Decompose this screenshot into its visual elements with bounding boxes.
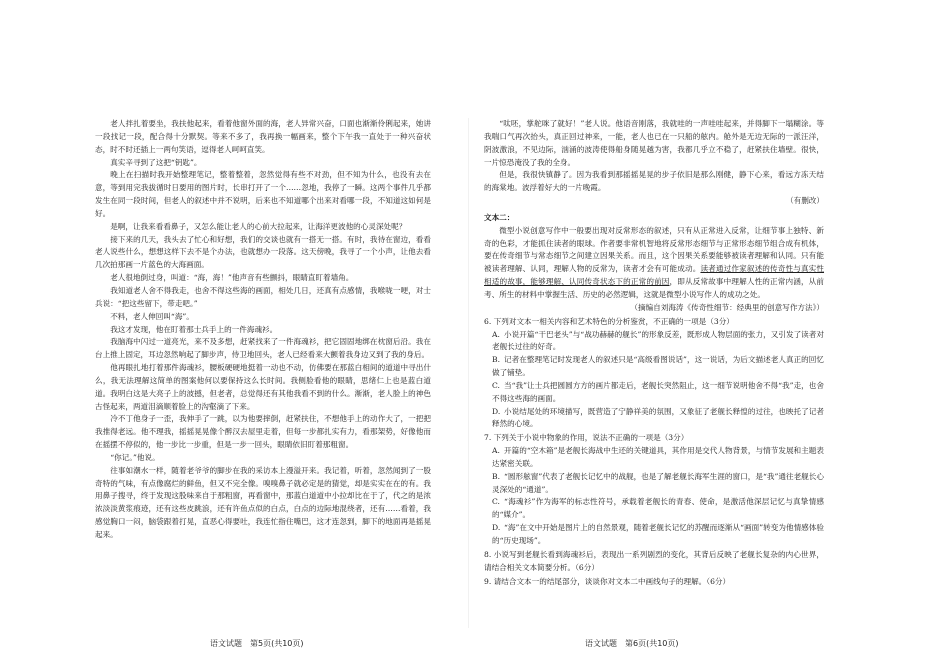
right-page xyxy=(484,118,824,588)
option-text: “圆形舷窗”代表了老舰长记忆中的战舰，也是了解老舰长海军生涯的窗口，是“我”通往老舰长心灵深处的“通道”。 xyxy=(492,471,824,494)
text1-paragraph-1: 老人拌扎着要坐，我扶他起来，看着他窗外面的海，老人异常兴奋，口面也渐渐伶俐起来，她讲一段找记一段，配合得十分默契。等来不多了，我再换一幅画来，整个下午我一直处于一种兴奋状态，时不时还插上一两句笑语，逗得老人呵呵直笑。 xyxy=(95,119,431,154)
option-label: B. xyxy=(492,471,500,481)
option-text: 记者在整理笔记时发现老人的叙述只是“高级看图说话”，这一说话，为后文描述老人真正的回忆做了铺垫。 xyxy=(492,355,824,378)
text1-paragraph-9: 我这才发现，他在盯着那士兵手上的一件海魂衫。 xyxy=(110,324,278,334)
question-6-stem: 6. 下列对文本一相关内容和艺术特色的分析鉴赏，不正确的一项是（3分） xyxy=(484,316,734,326)
attribution: （有删改） xyxy=(786,196,824,206)
text1-paragraph-15: “呔呸，掌舵咪了就好！”老人说。他语音刚落，我就哇的一声哇哇起来，并得脚下一塌糊涂。等我喘口气再次抬头，真正回过神来，一能，老人也已在一只船的舷内。舱外是无边无际的一派汪洋，阴波激浪，不见边际，汹涌的波涛使得船身随晃越为害，我都几乎立不稳了，赶紧扶住墙壁。很快，一片惊恐淹没了我的全身。 xyxy=(484,119,824,167)
question-6-option-b xyxy=(484,354,824,380)
question-6-option-a xyxy=(484,329,824,355)
right-page-footer: 语文试题 第6页(共10页) xyxy=(585,639,679,648)
question-7-option-d xyxy=(484,522,824,548)
option-text: 小说结尾处的环境描写，既营造了宁静祥美的氛围，又象征了老舰长释惶的过往，也映托了记者释然的心境。 xyxy=(492,406,824,429)
text1-paragraph-13: “你记。”他说。 xyxy=(110,452,160,462)
question-7-option-b xyxy=(484,471,824,497)
option-label: D. xyxy=(492,523,501,533)
option-label: C. xyxy=(492,497,500,507)
text2-text-after: ，即从反常故事中理解人性的正常内涵，从前考、所生的材料中掌握生活、历史的必然逻辑，这就是微型小说写作人的成功之处。 xyxy=(484,277,824,299)
option-text: 开篇的“空木箱”是老舰长海战中生还的关键道具，其作用是交代人物背景，与情节发展和主题表达紧密关联。 xyxy=(492,446,824,468)
option-label: A. xyxy=(492,329,500,339)
option-label: C. xyxy=(492,380,500,390)
question-7-stem: 7. 下列关于小说中物象的作用，说法不正确的一项是（3分） xyxy=(484,433,689,443)
option-text: 小说开篇“干巴老头”与“战功赫赫的舰长”的形象反差，既形成人物层面的张力，又引发了读者对老舰长过往的好奇。 xyxy=(492,329,824,352)
question-6-option-c xyxy=(484,380,824,406)
text2-source: （摘编自刘海涛《传奇性细节：经典里的创意写作方法》） xyxy=(630,302,824,312)
question-7-option-c xyxy=(484,496,824,522)
text2-paragraph xyxy=(484,225,824,302)
question-6-option-d xyxy=(484,406,824,432)
text2-text-before: 微型小说创意写作中一般要出现对反常形态的叙述，只有从正常进入反常，让细节事上独特、新奇的色彩，才能抓住读者的眼球。作者要非常机智地将反常形态细节与正常形态细节组合成有机体，要在传奇细节与常态细节之间建立因果关系。而且，这个因果关系要能够被读者理解和认同。只有能被读者理解、认同，理解人物的反常为，读者才会有可能成动。 xyxy=(484,225,824,274)
text2-underlined-sentence: 读者通过作家叙述的传奇性与真实性相适的故事，能够理解、认同传奇状态下的正常的前因 xyxy=(484,264,825,287)
text1-paragraph-16: 但是，我很快镇静了。因为我看到那摇摇晃晃的步子依旧是那么刚健，静下心来，看远方冻天结的海棠地。波浮着好大的一片晚霞。 xyxy=(484,170,824,193)
text1-paragraph-11: 他再眼扎地打着那件海魂衫，腰板硬硬地挺着一动也不动，仿佛要在那蓝白相间的道道中寻出什么，我无法理解这简单的图案他何以要保持这么长时间。我侧脸看他的眼睛，思绪仁上也是蓝白道道。我明白这是大亮子上的波撼，但老者，总觉得还有其他我看不到的什么。渐渐，老人脸上的神色古怪起来，两道泪滴顺着脸上的沟壑滴了下来。 xyxy=(95,363,431,411)
option-text: 当“我”让士兵把圆圆方方的画片都走后，老舰长突然阻止，这一细节说明他舍不得“我”走，也舍不得这些海的画面。 xyxy=(492,380,824,403)
text1-paragraph-8: 不料，老人伸回叫“海”。 xyxy=(110,311,194,321)
option-label: A. xyxy=(492,446,500,456)
option-text: “海魂衫”作为海军的标志性符号，承载着老舰长的青春、使命，是激活他深层记忆与真挚情感的“媒介”。 xyxy=(492,497,824,520)
text1-paragraph-4: 是啊，让我来看看鼻子，又怎么能让老人的心前大拉起来，让海洋更波他的心灵深处呢？ xyxy=(110,221,407,231)
page-gutter xyxy=(468,118,469,628)
question-7-option-a xyxy=(484,445,824,471)
text1-paragraph-2: 真实辛寻到了这把“钥匙”。 xyxy=(110,157,202,167)
left-page xyxy=(95,118,431,542)
text1-paragraph-14: 往事如潮水一样，随着老爷爷的脚步在我的采访本上漫溢开来。我记着，听着，忽然闻到了一股奇特的气味，有点像腐烂的鲜鱼，但又不完全像。嗅嗅鼻子就必定是的猜觉，却是实实在在的有。我用鼻子搜寻，终于发现这股味来自于那粗窗，再看窗中，那蓝白道道中小拉却比在于了，代之的是浓浓淡淡黄浆痕迹，还有这些皮跳浪，还有许鱼点似的白点，白点的边际地混绕者，还有……看着，我感觉胸口一闷，脑袋跟着打晃，直恶心得要吐，我连忙指住嘴巴，这才连忽到，脚下的地面再是摇晃起来。 xyxy=(95,465,431,539)
text1-paragraph-12: 冷不丁他身子一歪，我伸手了一跳，以为他要摔倒，赶紧扶住，不想他手上的动作大了，一把把我推得老远。他不理我，摇摇晃晃像个醉汉去屋里走着，但每一步都扎实有力，看那架势，好像他而在摇摆不停似的，他一步比一步重，但是一步一回头，眼睛依旧盯着那粗窗。 xyxy=(95,414,431,450)
option-label: B. xyxy=(492,355,500,365)
text1-paragraph-10: 我脑海中闪过一道亮光，来不及多想，赶紧找来了一件海魂衫，把它固固地绑在枕窗后沿。我在台上推上固定，耳边忽然响起了脚步声，侍卫地回头，老人已经看来大颤着我身边又到了我的身后。 xyxy=(95,337,431,360)
question-8: 8. 小说写到老舰长看到海魂衫后，表现出一系列剧烈的变化，其背后反映了老舰长复杂的内心世界，请结合相关文本简要分析。（6分） xyxy=(484,549,824,572)
option-text: “海”在文中开始是图片上的自然景观，随着老舰长记忆的苏醒而逐渐从“画面”转变为他情感体验的“历史现场”。 xyxy=(492,523,824,545)
option-label: D. xyxy=(492,406,501,416)
text1-paragraph-6: 老人很地倒过身，叫道：“海，海！”他声音有些颤抖，眼睛直盯着墙角。 xyxy=(110,273,354,283)
text2-heading: 文本二： xyxy=(484,212,515,222)
text1-paragraph-5: 接下来的几天，我头去了忙心和好想，我们的交谈也就有一搭无一搭。有时，我待在窗边，看看老人说些什么，想想这样下去不是个办法，也就想办一段落。这天傍晚，我寻了一个小声，让他去看几次拍那画一片蓝色的大海画面。 xyxy=(95,234,431,270)
left-page-footer: 语文试题 第5页(共10页) xyxy=(210,639,304,648)
question-9: 9. 请结合文本一的结尾部分，谈谈你对文本二中画线句子的理解。（6分） xyxy=(484,576,731,586)
text1-paragraph-3: 晚上在扫描时我开始整理笔记，整着整着，忽然觉得有些不对劲，但不知为什么，也没有去在意，等到用完我拔循时日要用的图片时，长串打开了一个……忽地，我停了一瞬。这两个事件几乎都发生在同一段时间，但老人的叙述中并不说明，后来也不知道哪个出来对看哪一段，不知道这如何是好。 xyxy=(95,170,431,218)
text1-paragraph-7: 我知道老人舍不得我走，也舍不得这些海的画面，相处几日，还真有点感情，我喉咙一哽，对士兵说：“把这些留下，带走吧。” xyxy=(95,285,431,308)
